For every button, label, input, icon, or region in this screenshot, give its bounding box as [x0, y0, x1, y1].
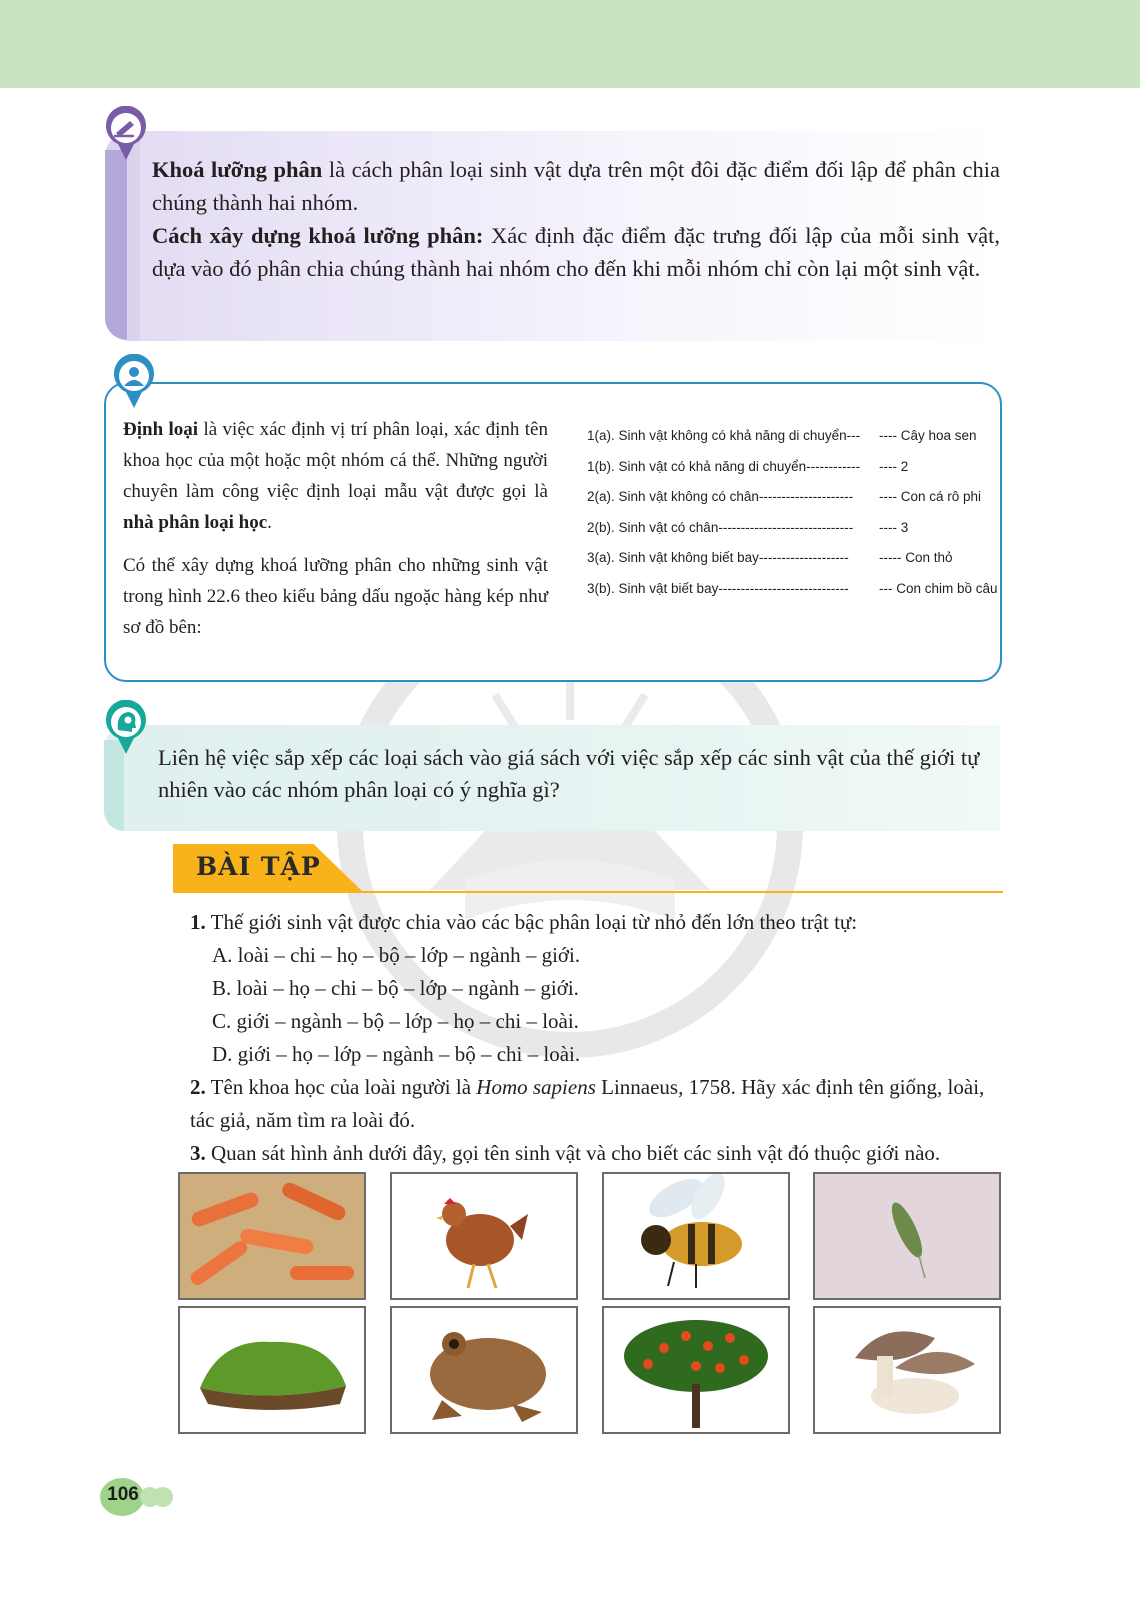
dichotomous-key — [587, 423, 1012, 607]
key-step: 3(b). Sinh vật biết bay----------------------------- — [587, 580, 849, 596]
exercise-divider — [173, 891, 1003, 893]
key-row — [587, 484, 1012, 515]
exercise-3 — [190, 1137, 990, 1170]
concept-method-term: Cách xây dựng khoá lưỡng phân: — [152, 223, 484, 248]
concept-box-strip — [105, 150, 127, 340]
flame-tree-image — [602, 1306, 790, 1434]
key-result: --- Con chim bồ câu — [879, 580, 998, 596]
key-step: 1(a). Sinh vật không có khả năng di chuyển--- — [587, 428, 861, 443]
info-definition: là việc xác định vị trí phân loại, xác định tên khoa học của một hoặc một nhóm cá thể. Những người chuyên làm công việc định loại mẫu vật được gọi là — [123, 419, 548, 502]
concept-text — [152, 153, 1000, 285]
moss-image — [178, 1306, 366, 1434]
key-row — [587, 545, 1012, 576]
person-icon — [112, 354, 156, 410]
key-step: 2(b). Sinh vật có chân------------------------------ — [587, 519, 854, 535]
concept-term: Khoá lưỡng phân — [152, 157, 323, 182]
info-paragraph-2: Có thể xây dựng khoá lưỡng phân cho những sinh vật trong hình 22.6 theo kiểu bảng dấu ngoặc hàng kép như sơ đồ bên: — [123, 555, 548, 638]
page-number-dot — [153, 1487, 173, 1507]
exercise-2 — [190, 1071, 990, 1137]
question-text: Liên hệ việc sắp xếp các loại sách vào giá sách với việc sắp xếp các sinh vật của thế giới tự nhiên vào các nhóm phân loại có ý nghĩa gì? — [158, 745, 980, 802]
key-row — [587, 423, 1012, 454]
exercise-option: D. giới – họ – lớp – ngành – bộ – chi – loài. — [212, 1042, 581, 1066]
concept-method-text: Xác định đặc điểm đặc trưng đối lập của mỗi sinh vật, dựa vào đó phân chia chúng thành hai nhóm cho đến khi mỗi nhóm chỉ còn lại một sinh vật. — [152, 223, 1000, 281]
hand-writing-icon — [104, 106, 148, 162]
bacteria-image — [178, 1172, 366, 1300]
exercise-title: BÀI TẬP — [196, 852, 321, 881]
exercise-text: Thế giới sinh vật được chia vào các bậc phân loại từ nhỏ đến lớn theo trật tự: — [205, 910, 858, 934]
exercise-number: 2. — [190, 1075, 206, 1099]
key-result: ---- Con cá rô phi — [879, 489, 982, 505]
exercise-number: 1. — [190, 910, 206, 934]
info-text — [123, 414, 548, 655]
key-step: 2(a). Sinh vật không có chân--------------------- — [587, 489, 854, 505]
exercise-option: C. giới – ngành – bộ – lớp – họ – chi – loài. — [212, 1009, 579, 1033]
exercise-text: Tên khoa học của loài người là — [205, 1075, 477, 1099]
chicken-image — [390, 1172, 578, 1300]
key-result: ---- 2 — [879, 458, 909, 474]
concept-definition: là cách phân loại sinh vật dựa trên một đôi đặc điểm đối lập để phân chia chúng thành hai nhóm. — [152, 157, 1001, 215]
key-step: 1(b). Sinh vật có khả năng di chuyển------------ — [587, 458, 861, 474]
key-row — [587, 454, 1012, 485]
mushroom-image — [813, 1306, 1001, 1434]
scientific-name: Homo sapiens — [476, 1075, 596, 1099]
key-result: ---- 3 — [879, 519, 909, 535]
exercise-option: B. loài – họ – chi – bộ – lớp – ngành – giới. — [212, 976, 579, 1000]
head-question-icon — [104, 700, 148, 756]
page-number: 106 — [107, 1484, 139, 1505]
exercise-number: 3. — [190, 1141, 206, 1165]
exercise-list — [190, 906, 990, 1170]
info-term-2: nhà phân loại học — [123, 512, 268, 533]
key-result: ---- Cây hoa sen — [879, 428, 977, 443]
header-band — [0, 0, 1140, 88]
toad-image — [390, 1306, 578, 1434]
exercise-option: A. loài – chi – họ – bộ – lớp – ngành – giới. — [212, 943, 581, 967]
exercise-text: Quan sát hình ảnh dưới đây, gọi tên sinh vật và cho biết các sinh vật đó thuộc giới nào. — [205, 1141, 941, 1165]
key-step: 3(a). Sinh vật không biết bay-------------------- — [587, 550, 849, 566]
info-term: Định loại — [123, 419, 199, 440]
key-result: ----- Con thỏ — [879, 550, 953, 566]
exercise-text: Linnaeus, 1758. Hãy xác định tên giống, loài, tác giả, năm tìm ra loài đó. — [190, 1075, 985, 1132]
key-row — [587, 515, 1012, 546]
exercise-1 — [190, 906, 990, 939]
bee-image — [602, 1172, 790, 1300]
euglena-image — [813, 1172, 1001, 1300]
info-period: . — [267, 512, 272, 533]
key-row — [587, 576, 1012, 607]
